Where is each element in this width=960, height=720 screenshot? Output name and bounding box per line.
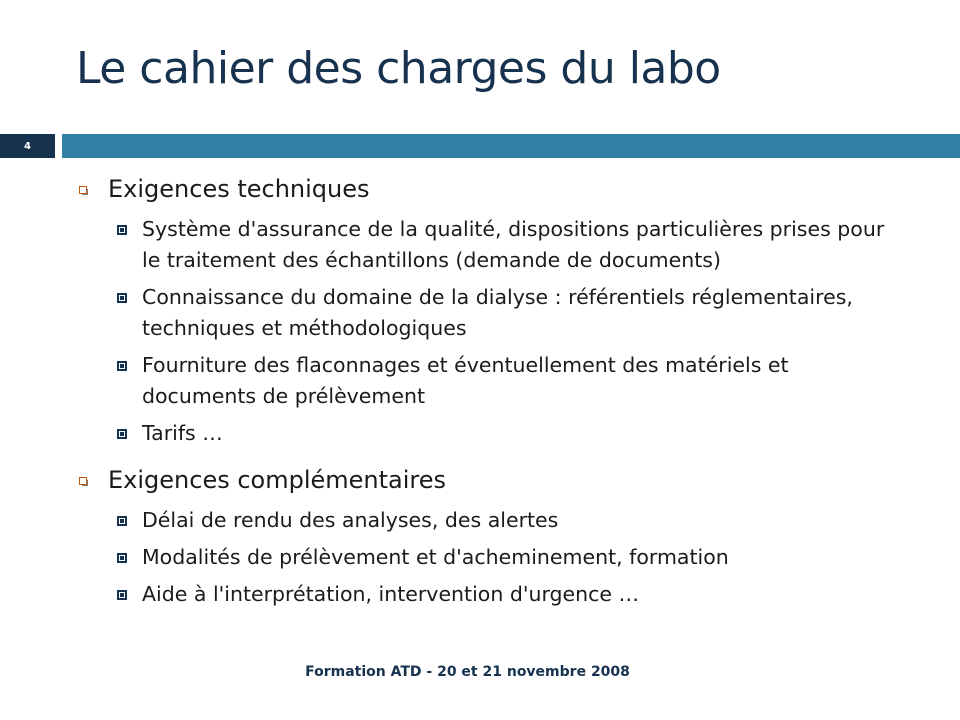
bullet-level2 [0,350,960,412]
bullet-text: Délai de rendu des analyses, des alertes [142,508,559,532]
header-accent-bar [62,134,960,158]
boxed-square-bullet-icon [117,225,127,235]
boxed-square-bullet-icon [117,293,127,303]
slide-body [0,172,960,610]
slide-number [0,134,55,158]
bullet-level2 [0,542,960,573]
boxed-square-bullet-icon [117,429,127,439]
bullet-level1 [0,172,960,206]
bullet-text: Tarifs … [142,421,223,445]
boxed-square-bullet-icon [117,590,127,600]
bullet-level1 [0,463,960,497]
slide-title: Le cahier des charges du labo [76,43,721,94]
bullet-text: Système d'assurance de la qualité, dispositions particulières prises pour le traitement des échantillons (demande de documents) [142,217,885,272]
bullet-text: Aide à l'interprétation, intervention d'urgence … [142,582,640,606]
bullet-level2 [0,282,960,344]
hollow-square-bullet-icon [79,477,87,485]
section-heading: Exigences techniques [108,175,370,203]
bullet-level2 [0,214,960,276]
boxed-square-bullet-icon [117,361,127,371]
section-heading: Exigences complémentaires [108,466,447,494]
bullet-text: Connaissance du domaine de la dialyse : référentiels réglementaires, techniques et méthodologiques [142,285,853,340]
bullet-level2 [0,505,960,536]
bullet-level2 [0,418,960,449]
bullet-text: Modalités de prélèvement et d'acheminement, formation [142,545,729,569]
boxed-square-bullet-icon [117,516,127,526]
bullet-level2 [0,579,960,610]
slide-number-label: 4 [24,140,31,152]
slide-footer: Formation ATD - 20 et 21 novembre 2008 [305,664,630,680]
hollow-square-bullet-icon [79,186,87,194]
boxed-square-bullet-icon [117,553,127,563]
bullet-text: Fourniture des flaconnages et éventuellement des matériels et documents de prélèvement [142,353,789,408]
